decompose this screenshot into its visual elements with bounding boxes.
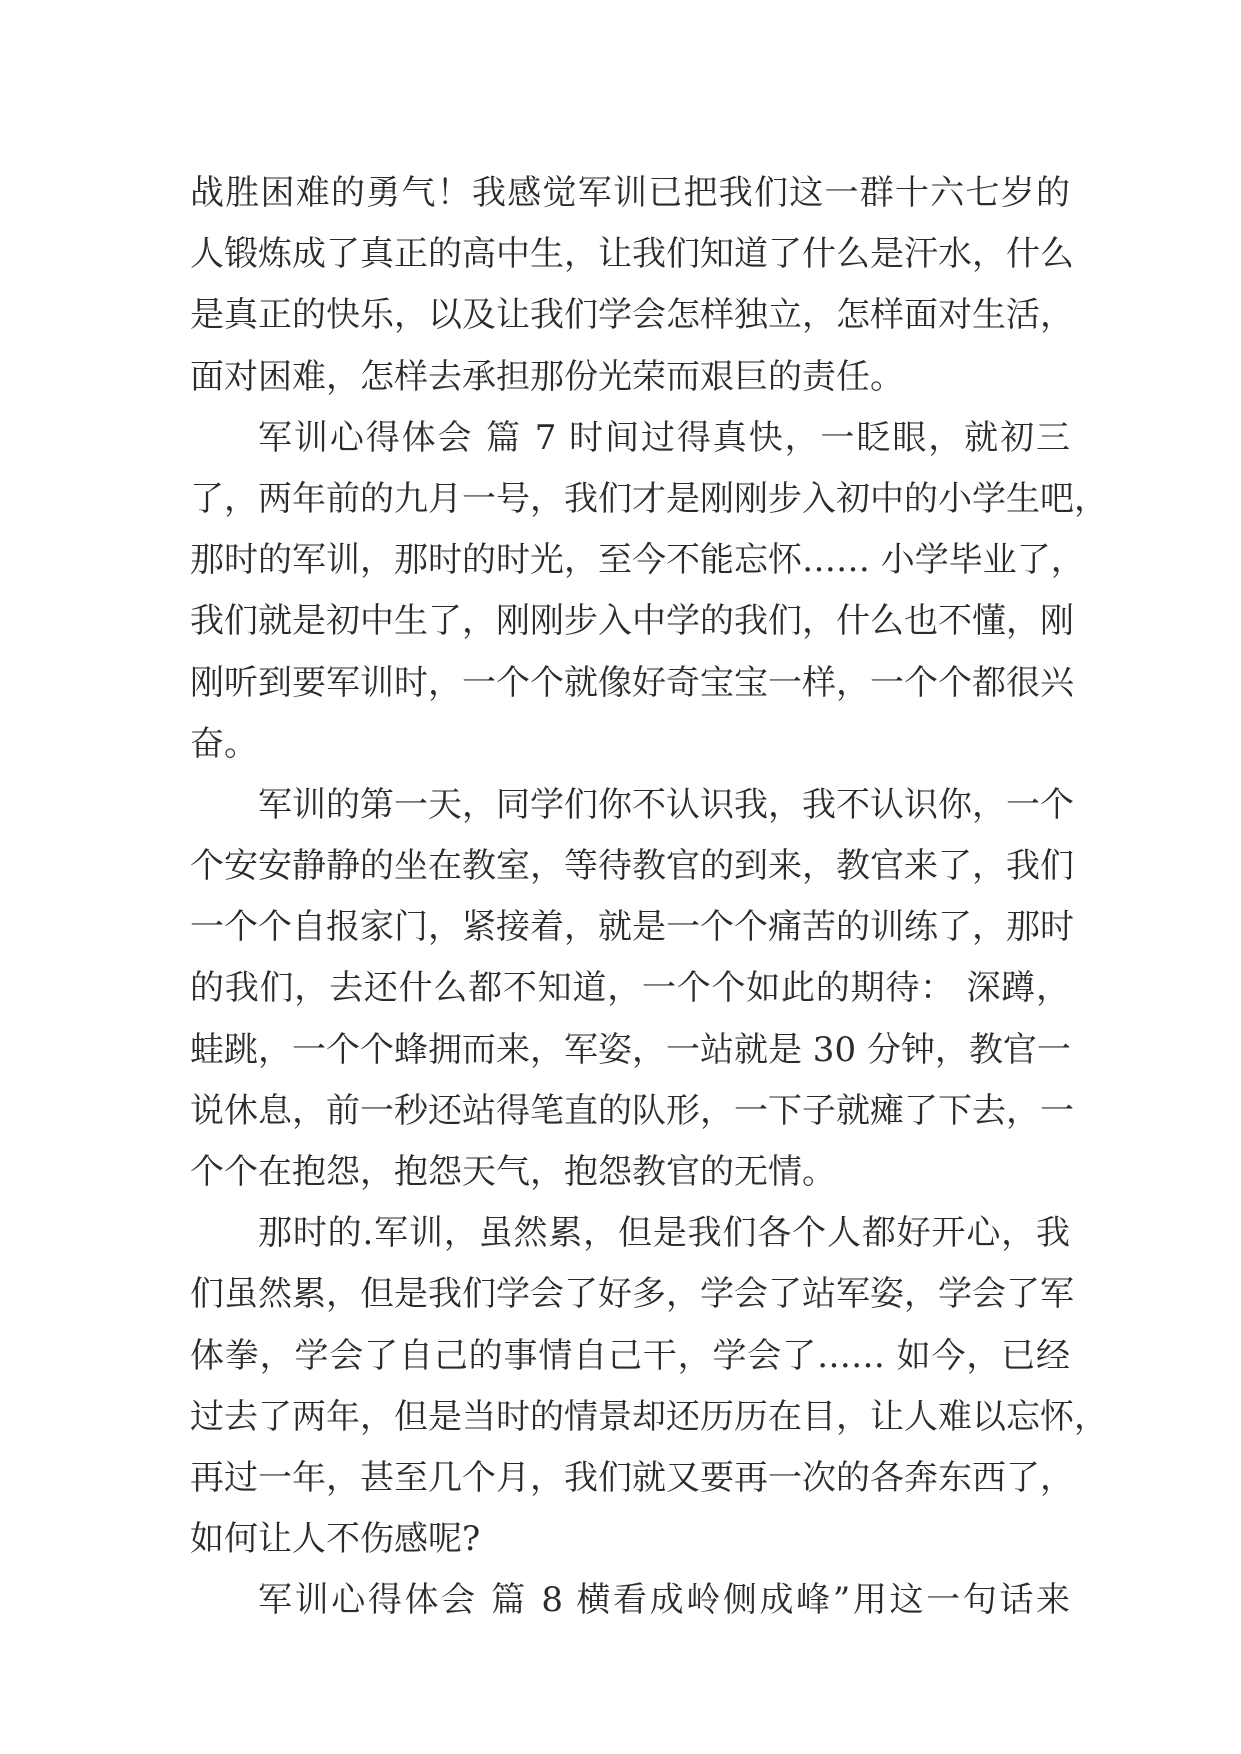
text-line: 说休息，前一秒还站得笔直的队形，一下子就瘫了下去，一 xyxy=(190,1090,1074,1131)
body-text xyxy=(190,163,1108,1632)
text-line: 那时的军训，那时的时光，至今不能忘怀…… 小学毕业了， xyxy=(190,540,1085,581)
section-heading-line: 军训心得体会 篇 8 横看成岭侧成峰”用这一句话来 xyxy=(258,1580,1070,1621)
text-line: 体拳，学会了自己的事情自己干，学会了…… 如今，已经 xyxy=(190,1335,1070,1376)
text-line: 人锻炼成了真正的高中生，让我们知道了什么是汗水，什么 xyxy=(190,234,1074,275)
text-line: 个安安静静的坐在教室，等待教官的到来，教官来了，我们 xyxy=(190,846,1074,887)
paragraph-start-line: 那时的.军训，虽然累，但是我们各个人都好开心，我 xyxy=(258,1213,1070,1254)
text-line: 蛙跳，一个个蜂拥而来，军姿，一站就是 30 分钟，教官一 xyxy=(190,1029,1071,1070)
text-line: 刚听到要军训时，一个个就像好奇宝宝一样，一个个都很兴 xyxy=(190,662,1074,703)
text-line: 奋。 xyxy=(190,723,258,764)
text-line: 了，两年前的九月一号，我们才是刚刚步入初中的小学生吧， xyxy=(190,478,1108,519)
text-line: 是真正的快乐，以及让我们学会怎样独立，怎样面对生活， xyxy=(190,295,1074,336)
text-line: 过去了两年，但是当时的情景却还历历在目，让人难以忘怀， xyxy=(190,1396,1108,1437)
text-line: 再过一年，甚至几个月，我们就又要再一次的各奔东西了， xyxy=(190,1457,1074,1498)
text-line: 的我们，去还什么都不知道，一个个如此的期待： 深蹲， xyxy=(190,968,1070,1009)
text-line: 我们就是初中生了，刚刚步入中学的我们，什么也不懂，刚 xyxy=(190,601,1074,642)
text-line: 面对困难，怎样去承担那份光荣而艰巨的责任。 xyxy=(190,356,904,397)
text-line: 如何让人不伤感呢? xyxy=(190,1519,481,1560)
section-heading-line: 军训心得体会 篇 7 时间过得真快，一眨眼，就初三 xyxy=(258,417,1070,458)
text-line: 个个在抱怨，抱怨天气，抱怨教官的无情。 xyxy=(190,1152,836,1192)
text-line: 们虽然累，但是我们学会了好多，学会了站军姿，学会了军 xyxy=(190,1274,1074,1315)
text-line: 一个个自报家门，紧接着，就是一个个痛苦的训练了，那时 xyxy=(190,907,1074,948)
paragraph-start-line: 军训的第一天，同学们你不认识我，我不认识你，一个 xyxy=(258,784,1074,825)
text-line: 战胜困难的勇气！我感觉军训已把我们这一群十六七岁的 xyxy=(190,173,1070,213)
